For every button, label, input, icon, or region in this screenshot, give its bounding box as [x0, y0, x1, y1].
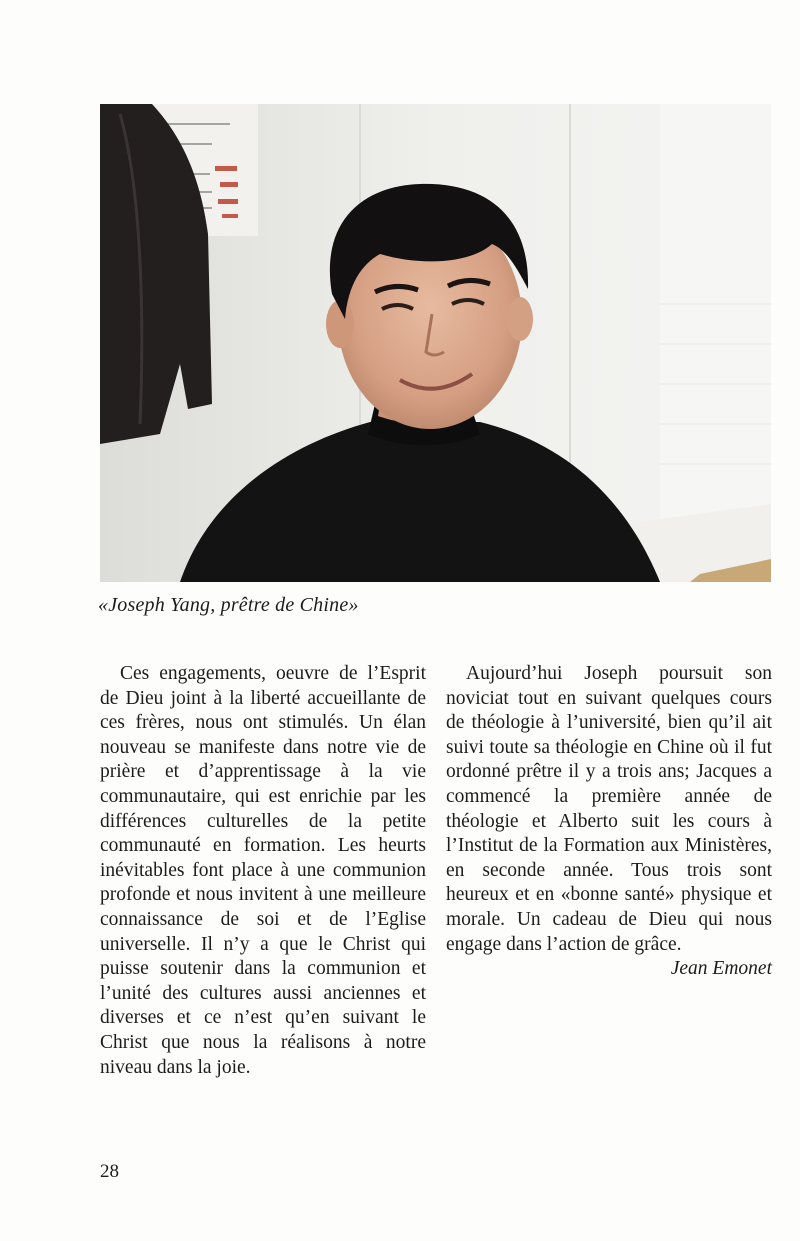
paragraph: Ces engagements, oeuvre de l’Esprit de Dieu joint à la liberté accueillante de ces frères, nous ont stimulés. Un élan nouveau se manifeste dans notre vie de prière et d’apprentissage à la vie communautaire, qui est enrichie par les différences culturelles de la petite communauté en formation. Les heurts inévitables font place à une communion profonde et nous invitent à une meilleure connaissance de soi et de l’Eglise universelle. Il n’y a que le Christ qui puisse soutenir dans la communion et l’unité des cultures aussi anciennes et diverses et ce n’est qu’en suivant le Christ que nous la réalisons à notre niveau dans la joie.: [100, 663, 426, 1078]
text-column-right: [446, 662, 772, 982]
paragraph: Aujourd’hui Joseph poursuit son noviciat tout en suivant quelques cours de théologie à l’université, bien qu’il ait suivi toute sa théologie en Chine où il fut ordonné prêtre il y a trois ans; Jacques a commencé la première année de théologie et Alberto suit les cours à l’Institut de la Formation aux Ministères, en seconde année. Tous trois sont heureux et en «bonne santé» physique et morale. Un cadeau de Dieu qui nous engage dans l’action de grâce.: [446, 663, 772, 955]
text-column-left: [100, 662, 426, 1080]
author-signature: Jean Emonet: [670, 958, 772, 980]
portrait-photo: [100, 104, 771, 582]
photo-caption: «Joseph Yang, prêtre de Chine»: [98, 594, 359, 616]
page-number: 28: [100, 1161, 119, 1182]
